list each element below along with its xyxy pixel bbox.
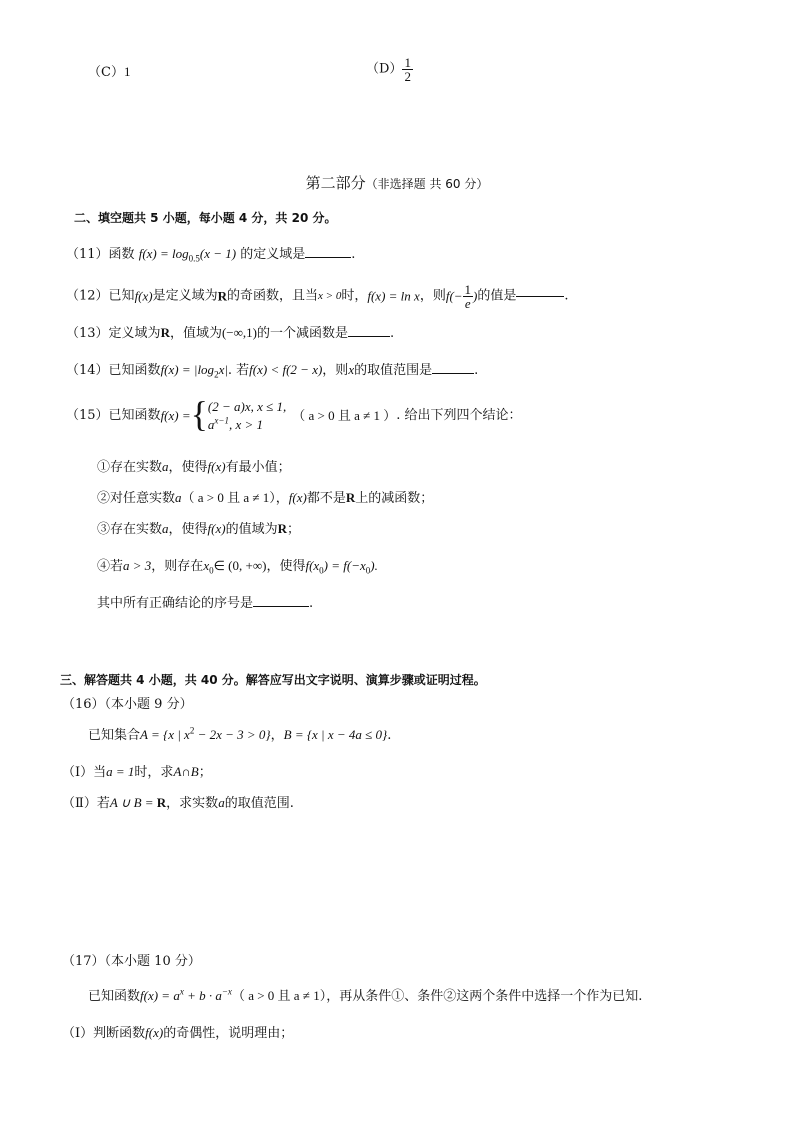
part2-title: 第二部分 xyxy=(305,174,366,192)
question-number: （17） xyxy=(62,954,105,969)
question-15 xyxy=(66,393,522,434)
text: ②对任意实数 xyxy=(97,491,176,506)
text: ①存在实数 xyxy=(97,460,163,475)
text: . xyxy=(564,288,569,304)
question-score: （本小题 10 分） xyxy=(104,954,201,969)
question-score: （本小题 9 分） xyxy=(104,697,193,712)
fraction-numerator: 1 xyxy=(464,282,472,297)
math-R: R xyxy=(160,325,170,340)
question-number: （13） xyxy=(66,326,109,341)
option-d-label: （D） xyxy=(366,61,403,77)
answer-blank[interactable] xyxy=(348,336,390,337)
question-number: （12） xyxy=(66,288,109,304)
part2-header xyxy=(0,174,794,193)
math: f(x) = xyxy=(160,407,191,423)
case-1: (2 − a)x, x ≤ 1, xyxy=(207,399,287,414)
fraction-denominator: 2 xyxy=(404,69,411,84)
conclusion-3 xyxy=(97,521,300,538)
answer-blank[interactable] xyxy=(253,606,309,607)
math: f(x) = log xyxy=(138,246,189,261)
math: f(x) = ln x xyxy=(367,288,420,304)
math: a xyxy=(175,490,182,505)
text: 的定义域是 xyxy=(240,247,306,262)
math-R: R xyxy=(277,521,287,536)
conclusion-1 xyxy=(97,459,291,476)
math: A∩B xyxy=(173,764,199,779)
math: , x > 1 xyxy=(228,416,264,432)
math: a xyxy=(162,521,169,536)
fraction-numerator: 1 xyxy=(404,55,411,70)
math: a xyxy=(162,459,169,474)
math: f(x) xyxy=(207,521,226,536)
text: ，使得 xyxy=(266,559,306,574)
option-c-value: 1 xyxy=(123,64,131,79)
text: ，则存在 xyxy=(151,559,204,574)
math: f(x xyxy=(305,558,320,573)
text: 定义域为 xyxy=(108,326,161,341)
case-2 xyxy=(208,416,286,434)
math: a > 3 xyxy=(123,558,152,573)
math: f(x) xyxy=(288,490,307,505)
text: ，值域为 xyxy=(169,326,222,341)
fraction xyxy=(463,283,474,310)
math: f(x) xyxy=(145,1025,164,1040)
question-12 xyxy=(66,283,569,310)
text: . xyxy=(387,728,392,743)
piecewise-brace: { xyxy=(190,393,208,434)
question-number: （16） xyxy=(62,697,105,712)
math: − 2x − 3 > 0} xyxy=(194,727,271,742)
conclusion-final xyxy=(97,596,313,612)
text: . xyxy=(309,596,314,611)
subscript: 0 xyxy=(209,565,214,576)
log-base: 0.5 xyxy=(188,253,200,264)
text: 函数 xyxy=(108,247,135,262)
math: ). xyxy=(370,558,378,573)
math: (−∞,1) xyxy=(221,325,257,340)
math: f(− xyxy=(445,288,463,304)
text: ， xyxy=(270,728,284,743)
text: 都不是 xyxy=(306,491,346,506)
text: ③存在实数 xyxy=(97,522,163,537)
question-16-part1 xyxy=(62,764,212,781)
conclusion-2 xyxy=(97,490,433,507)
text: 时， xyxy=(341,288,368,304)
text: ④若 xyxy=(97,559,124,574)
answer-blank[interactable] xyxy=(432,373,474,374)
text: 其中所有正确结论的序号是 xyxy=(97,596,254,611)
text: 的取值范围是 xyxy=(354,363,433,378)
text: ，则 xyxy=(322,363,349,378)
math: f(x) xyxy=(207,459,226,474)
question-16-stem xyxy=(88,727,391,744)
math-R: R xyxy=(345,490,356,505)
text: 已知 xyxy=(108,288,135,304)
subscript: 0 xyxy=(319,565,324,576)
condition: （ a > 0 且 a ≠ 1 ） xyxy=(292,407,397,423)
text: 再从条件①、条件②这两个条件中选择一个作为已知. xyxy=(339,989,643,1004)
math: A ∪ B = xyxy=(109,795,157,810)
text: ，求实数 xyxy=(166,796,219,811)
text: . 若 xyxy=(227,363,250,378)
question-17-header xyxy=(62,954,201,970)
log-base: 2 xyxy=(214,369,219,380)
text: 的一个减函数是 xyxy=(256,326,348,341)
text: 有最小值； xyxy=(225,460,291,475)
math: a xyxy=(218,795,225,810)
question-16-header xyxy=(62,697,193,713)
math: f(x) = a xyxy=(140,988,180,1003)
math: ∈ (0, +∞) xyxy=(213,558,267,573)
text: . xyxy=(474,363,479,378)
math: (x − 1) xyxy=(199,246,237,261)
text: 已知函数 xyxy=(108,407,161,423)
text: 的取值范围. xyxy=(224,796,294,811)
text: （Ⅰ）当 xyxy=(62,765,107,780)
option-c xyxy=(88,64,130,81)
answer-blank[interactable] xyxy=(516,296,564,297)
math: f(x) = |log xyxy=(160,362,215,377)
question-16-part2 xyxy=(62,795,294,812)
exponent: x xyxy=(179,986,184,997)
text: ，使得 xyxy=(168,460,208,475)
math: x xyxy=(203,558,210,573)
text: （Ⅰ）判断函数 xyxy=(62,1026,146,1041)
math-R: R xyxy=(156,795,167,810)
question-17-stem xyxy=(88,988,642,1005)
text: ； xyxy=(286,522,300,537)
text: . xyxy=(390,326,395,341)
text: 上的减函数； xyxy=(355,491,434,506)
section3-heading: 三、解答题共 4 小题，共 40 分。解答应写出文字说明、演算步骤或证明过程。 xyxy=(60,673,486,687)
question-14 xyxy=(66,362,478,379)
question-number: （11） xyxy=(66,247,109,262)
text: ，使得 xyxy=(168,522,208,537)
question-number: （14） xyxy=(66,363,109,378)
option-c-label: （C） xyxy=(88,65,124,80)
math: f(x) < f(2 − x) xyxy=(249,362,323,377)
math: B = {x | x − 4a ≤ 0} xyxy=(283,727,388,742)
math-R: R xyxy=(217,288,228,304)
text: 的奇偶性，说明理由； xyxy=(163,1026,294,1041)
math: a xyxy=(207,416,215,432)
option-d-fraction xyxy=(402,56,413,83)
text: 已知函数 xyxy=(108,363,161,378)
text: . xyxy=(351,247,356,262)
math: + b · a xyxy=(183,988,222,1003)
text: 的值是 xyxy=(477,288,517,304)
text: . 给出下列四个结论： xyxy=(396,407,522,423)
text: 已知集合 xyxy=(88,728,141,743)
text: 已知函数 xyxy=(88,989,141,1004)
piecewise-cases xyxy=(208,398,286,433)
text: 是定义域为 xyxy=(152,288,218,304)
part2-subtitle: （非选择题 共 60 分） xyxy=(365,177,489,191)
text: 时，求 xyxy=(134,765,174,780)
text: ，则 xyxy=(419,288,446,304)
subscript: 0 xyxy=(365,565,371,576)
text: （Ⅱ）若 xyxy=(62,796,110,811)
question-13 xyxy=(66,325,394,342)
section2-heading: 二、填空题共 5 小题，每小题 4 分，共 20 分。 xyxy=(74,211,337,225)
math: x| xyxy=(218,362,228,377)
question-17-part1 xyxy=(62,1025,293,1042)
text: 的奇函数，且当 xyxy=(227,288,319,304)
math: ) = f(−x xyxy=(323,558,366,573)
math: ) xyxy=(473,288,478,304)
condition: （ a > 0 且 a ≠ 1）， xyxy=(181,490,289,505)
math: x xyxy=(348,362,355,377)
math: a = 1 xyxy=(106,764,135,779)
exponent: −x xyxy=(221,986,232,997)
condition: （ a > 0 且 a ≠ 1）， xyxy=(231,988,340,1003)
math: f(x) xyxy=(134,288,153,304)
text: 的值域为 xyxy=(225,522,278,537)
fraction-denominator: e xyxy=(464,296,471,311)
question-11 xyxy=(66,246,355,263)
question-number: （15） xyxy=(66,407,109,423)
math: A = {x | x xyxy=(140,727,190,742)
answer-blank[interactable] xyxy=(305,257,351,258)
math: x > 0 xyxy=(318,289,342,302)
text: ； xyxy=(198,765,212,780)
option-d xyxy=(366,56,413,83)
exponent: 2 xyxy=(189,725,195,736)
conclusion-4 xyxy=(97,558,378,575)
exponent: x−1 xyxy=(214,415,229,426)
